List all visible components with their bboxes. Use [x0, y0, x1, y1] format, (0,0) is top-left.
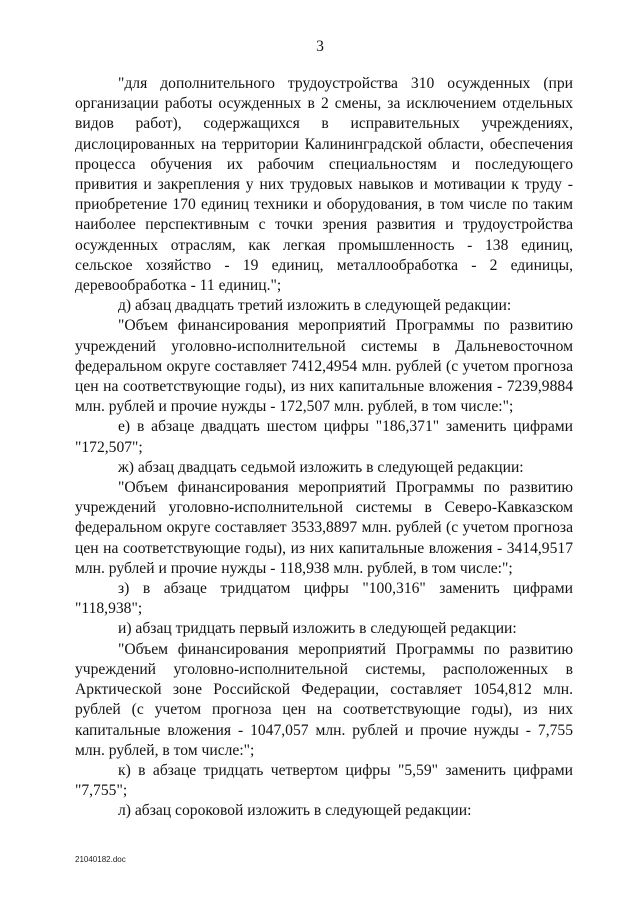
paragraph-quote-kaliningrad: "для дополнительного трудоустройства 310 осужденных (при организации работы осужденных в 2 смены, за исключением отдельных видов работ), содержащихся в исправительных учреждениях, дислоцированных на территории Калининградской области, обеспечения процесса обучения их рабочим специальностям и последующего привития и закрепления у них трудовых навыков и мотивации к труду - приобретение 170 единиц техники и оборудования, в том числе по таким наиболее перспективным с точки зрения развития и трудоустройства осужденных отраслям, как легкая промышленность - 138 единиц, сельское хозяйство - 19 единиц, металлообработка - 2 единицы, деревообработка - 11 единиц.";: [75, 75, 573, 295]
paragraph-quote-far-east: "Объем финансирования мероприятий Программы по развитию учреждений уголовно-исполнительной системы в Дальневосточном федеральном округе составляет 7412,4954 млн. рублей (с учетом прогноза цен на соответствующие годы), из них капитальные вложения - 7239,9884 млн. рублей и прочие нужды - 172,507 млн. рублей, в том числе:";: [75, 317, 573, 416]
footer-filename: 21040182.doc: [75, 855, 126, 864]
paragraph-quote-north-caucasus: "Объем финансирования мероприятий Программы по развитию учреждений уголовно-исполнительной системы в Северо-Кавказском федеральном округе составляет 3533,8897 млн. рублей (с учетом прогноза цен на соответствующие годы), из них капитальные вложения - 3414,9517 млн. рублей и прочие нужды - 118,938 млн. рублей, в том числе:";: [75, 479, 573, 577]
document-body: [75, 74, 573, 822]
paragraph-item-z: з) в абзаце тридцатом цифры "100,316" заменить цифрами "118,938";: [75, 580, 573, 618]
paragraph-item-i: и) абзац тридцать первый изложить в следующей редакции:: [118, 620, 517, 638]
paragraph-item-l: л) абзац сороковой изложить в следующей редакции:: [118, 802, 472, 820]
paragraph-item-zh: ж) абзац двадцать седьмой изложить в следующей редакции:: [118, 458, 524, 476]
paragraph-item-e: е) в абзаце двадцать шестом цифры "186,371" заменить цифрами "172,507";: [75, 418, 573, 456]
paragraph-quote-arctic: "Объем финансирования мероприятий Программы по развитию учреждений уголовно-исполнительной системы, расположенных в Арктической зоне Российской Федерации, составляет 1054,812 млн. рублей (с учетом прогноза цен на соответствующие годы), из них капитальные вложения - 1047,057 млн. рублей и прочие нужды - 7,755 млн. рублей, в том числе:";: [75, 640, 573, 759]
paragraph-item-d: д) абзац двадцать третий изложить в следующей редакции:: [118, 297, 512, 315]
page-number: 3: [316, 38, 324, 55]
paragraph-item-k: к) в абзаце тридцать четвертом цифры "5,59" заменить цифрами "7,755";: [75, 761, 573, 800]
